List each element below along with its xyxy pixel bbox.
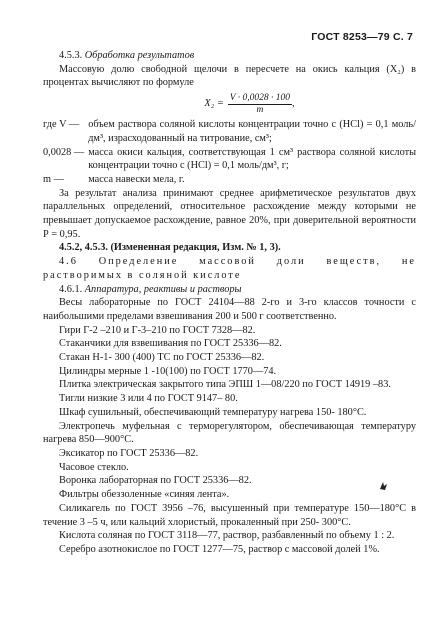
- list-item: Шкаф сушильный, обеспечивающий температуру нагрева 150- 180°С.: [59, 406, 367, 418]
- list-item: Электропечь муфельная с терморегулятором, обеспечивающая температуру нагрева 850—900°С.: [43, 420, 416, 446]
- definition-text: масса навески мела, г.: [88, 173, 185, 185]
- list-item: Стаканчики для взвешивания по ГОСТ 25336—82.: [59, 338, 282, 350]
- definition-text: объем раствора соляной кислоты концентрации точно с (HCl) = 0,1 моль/дм³, израсходованный на титрование, см³;: [88, 119, 416, 144]
- list-item: Цилиндры мерные 1 -10(100) по ГОСТ 1770—74.: [59, 365, 277, 377]
- amendment-note: 4.5.2, 4.5.3. (Измененная редакция, Изм. № 1, 3).: [59, 242, 281, 254]
- definition-text: масса окиси кальция, соответствующая 1 см³ раствора соляной кислоты концентрации точно с (HCl) = 0,1 моль/дм³, г;: [88, 146, 416, 172]
- variable-definitions: [43, 118, 416, 187]
- formula-end: ,: [292, 98, 295, 110]
- definition-label: 0,0028 —: [43, 146, 85, 158]
- ink-blot-icon: [377, 480, 389, 492]
- list-item: Плитка электрическая закрытого типа ЭПШ 1—08/220 по ГОСТ 14919 –83.: [59, 379, 391, 391]
- equipment-list: [43, 296, 416, 556]
- section-title: Обработка результатов: [84, 50, 195, 61]
- section-4-6-1-heading: [43, 283, 416, 297]
- formula-fraction: [228, 93, 292, 116]
- formula-left: X₂ =: [204, 98, 224, 110]
- list-item: Часовое стекло.: [59, 461, 129, 473]
- list-item: Гири Г-2 –210 и Г-3–210 по ГОСТ 7328—82.: [59, 324, 256, 336]
- page-header: ГОСТ 8253—79 С. 7: [311, 31, 413, 43]
- formula: [83, 90, 416, 118]
- list-item: Эксикатор по ГОСТ 25336—82.: [59, 447, 199, 459]
- list-item: Кислота соляная по ГОСТ 3118—77, раствор, разбавленный по объему 1 : 2.: [59, 530, 395, 542]
- list-item: Воронка лабораторная по ГОСТ 25336—82.: [59, 475, 252, 487]
- definition-label: m —: [43, 173, 64, 185]
- section-4-6-heading: 4.6 Определение массовой доли веществ, не растворимых в соляной кислоте: [43, 256, 416, 281]
- list-item: Тигли низкие 3 или 4 по ГОСТ 9147– 80.: [59, 393, 238, 405]
- paragraph-intro: Массовую долю свободной щелочи в пересчете на окись кальция (X₂) в процентах вычисляют по формуле: [43, 63, 416, 89]
- list-item: Серебро азотнокислое по ГОСТ 1277—75, раствор с массовой долей 1%.: [59, 543, 380, 555]
- definition-label: где V —: [43, 119, 80, 131]
- list-item: Силикагель по ГОСТ 3956 –76, высушенный при температуре 150—180°С в течение 3 –5 ч, или кальций хлористый, прокаленный при 250- 300°С.: [43, 502, 416, 528]
- section-4-5-3-heading: [43, 49, 416, 63]
- list-item: Стакан Н-1- 300 (400) ТС по ГОСТ 25336—82.: [59, 352, 265, 364]
- section-number: 4.5.3.: [59, 50, 83, 61]
- section-title: Аппаратура, реактивы и растворы: [84, 283, 242, 295]
- list-item: Весы лабораторные по ГОСТ 24104—88 2-го и 3-го классов точности с наибольшими пределами взвешивания 200 и 500 г соответственно.: [43, 297, 416, 322]
- formula-numerator: V · 0,0028 · 100: [229, 92, 291, 103]
- document-body: [43, 49, 416, 557]
- section-number: 4.6.1.: [59, 283, 83, 295]
- formula-denominator: m: [256, 104, 264, 115]
- paragraph-result: За результат анализа принимают среднее арифметическое результатов двух параллельных определений, относительное расхождение между которыми не превышает допускаемое расхождение, равное 20%, при доверительной вероятности Р = 0,95.: [43, 187, 416, 240]
- list-item: Фильтры обеззоленные «синяя лента».: [59, 489, 230, 501]
